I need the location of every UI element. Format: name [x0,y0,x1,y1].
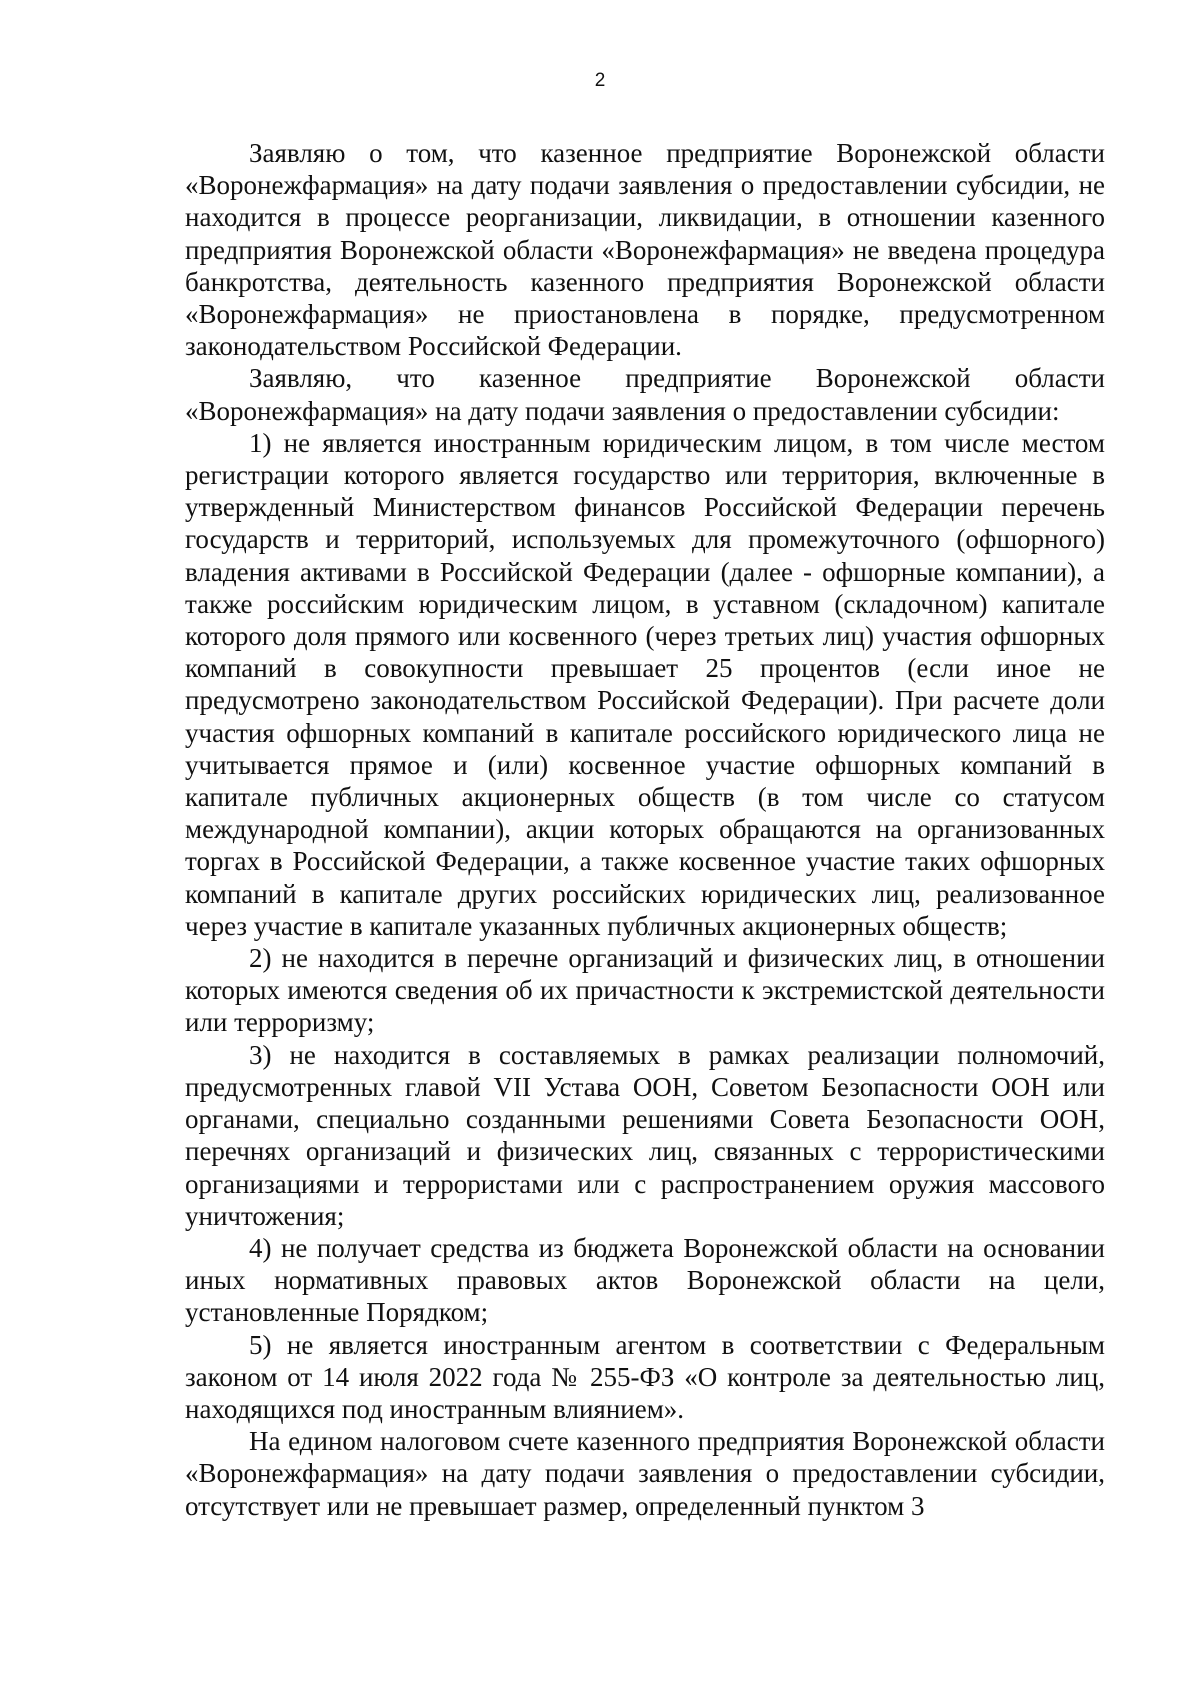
page-number: 2 [594,70,606,91]
list-item-3-un-lists: 3) не находится в составляемых в рамках реализации полномочий, предусмотренных главой VII Устава ООН, Советом Безопасности ООН или органами, специально созданными решениями Совета Безопасности ООН, перечнях организаций и физических лиц, связанных с террористическими организациями и террористами или с распространением оружия массового уничтожения; [185,1039,1105,1231]
paragraph-tax-account: На едином налоговом счете казенного предприятия Воронежской области «Воронежфармация» на дату подачи заявления о предоставлении субсидии, отсутствует или не превышает размер, определенный пунктом 3 [185,1426,1105,1521]
paragraph-declaration-intro: Заявляю, что казенное предприятие Воронежской области «Воронежфармация» на дату подачи заявления о предоставлении субсидии: [185,363,1105,426]
list-item-1-offshore: 1) не является иностранным юридическим лицом, в том числе местом регистрации которого является государство или территория, включенные в утвержденный Министерством финансов Российской Федерации перечень государств и территорий, используемых для промежуточного (офшорного) владения активами в Российской Федерации (далее - офшорные компании), а также российским юридическим лицом, в уставном (складочном) капитале которого доля прямого или косвенного (через третьих лиц) участия офшорных компаний в совокупности превышает 25 процентов (если иное не предусмотрено законодательством Российской Федерации). При расчете доли участия офшорных компаний в капитале российского юридического лица не учитывается прямое и (или) косвенное участие офшорных компаний в капитале публичных акционерных обществ (в том числе со статусом международной компании), акции которых обращаются на организованных торгах в Российской Федерации, а также косвенное участие таких офшорных компаний в капитале других российских юридических лиц, реализованное через участие в капитале указанных публичных акционерных обществ; [185,427,1105,941]
list-item-4-budget-funds: 4) не получает средства из бюджета Воронежской области на основании иных нормативных правовых актов Воронежской области на цели, установленные Порядком; [185,1232,1105,1328]
document-body [185,137,1105,1522]
list-item-5-foreign-agent: 5) не является иностранным агентом в соответствии с Федеральным законом от 14 июля 2022 года № 255-ФЗ «О контроле за деятельностью лиц, находящихся под иностранным влиянием». [185,1329,1105,1424]
list-item-2-extremism: 2) не находится в перечне организаций и физических лиц, в отношении которых имеются сведения об их причастности к экстремистской деятельности или терроризму; [185,943,1105,1038]
paragraph-declaration-status: Заявляю о том, что казенное предприятие Воронежской области «Воронежфармация» на дату подачи заявления о предоставлении субсидии, не находится в процессе реорганизации, ликвидации, в отношении казенного предприятия Воронежской области «Воронежфармация» не введена процедура банкротства, деятельность казенного предприятия Воронежской области «Воронежфармация» не приостановлена в порядке, предусмотренном законодательством Российской Федерации. [185,138,1105,362]
